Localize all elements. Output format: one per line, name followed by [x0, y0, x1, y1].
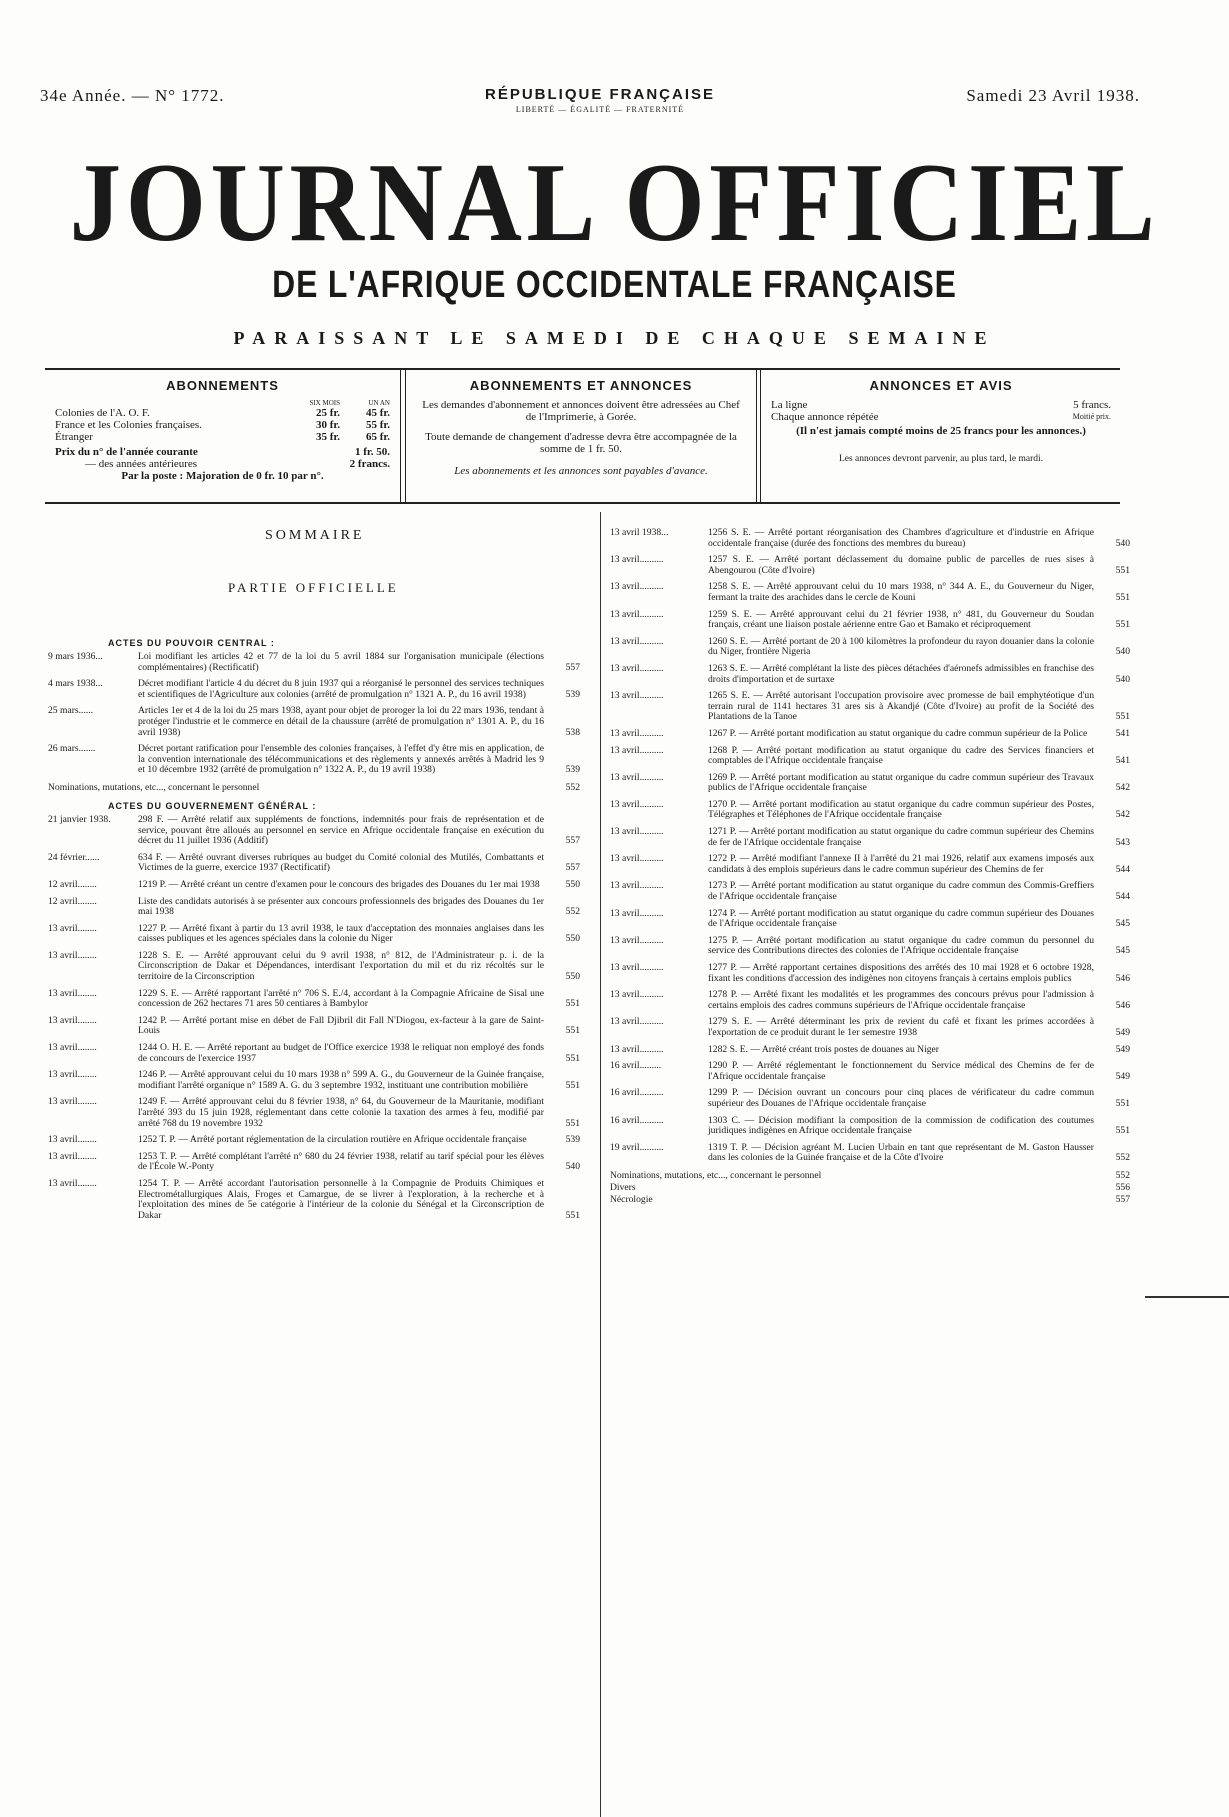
entry-text: 1269 P. — Arrêté portant modification au statut organique du cadre commun supérieur des Travaux publics de l'Afrique occidentale française: [708, 771, 1094, 794]
entry-date: 13 avril..........: [610, 881, 664, 892]
sommaire-entry: [610, 1143, 1130, 1164]
entry-date: 26 mars.......: [48, 744, 96, 755]
entry-page: 544: [1115, 891, 1130, 903]
price-row: [45, 419, 400, 431]
entry-text: 1265 S. E. — Arrêté autorisant l'occupation provisoire avec promesse de bail emphytéotique d'un terrain rural de 1141 hectares 31 ares sis à Akandjé (Côte d'Ivoire) au profit de la Société des Plantations de la Tanoe: [708, 690, 1094, 723]
avis-label: La ligne: [771, 399, 808, 411]
entry-page: 539: [565, 688, 580, 700]
sommaire-entry: [610, 729, 1130, 740]
entry-page: 552: [565, 906, 580, 918]
entry-text: Décret portant ratification pour l'ensemble des colonies françaises, à l'effet d'y être mis en application, de la convention internationale des télécommunications et des règlements y annexés arrêtés à Madrid les 9 et 10 décembre 1932 (arrêté de promulgation n° 1322 A. P., du 19 avril 1938): [138, 743, 544, 776]
box-abonnements: [45, 370, 401, 502]
entry-page: 541: [1115, 755, 1130, 767]
sommaire-column-right: [610, 528, 1130, 1206]
entry-page: 549: [1115, 1026, 1130, 1038]
entry-text: 1244 O. H. E. — Arrêté reportant au budget de l'Office exercice 1938 le reliquat non employé des fonds de concours de l'exercice 1937: [138, 1042, 544, 1064]
entry-text: 1259 S. E. — Arrêté approuvant celui du 21 février 1938, n° 481, du Gouverneur du Soudan français, créant une liaison postale aérienne entre Gao et Bamako et réciproquement: [708, 608, 1094, 631]
entry-text: 1258 S. E. — Arrêté approuvant celui du 10 mars 1938, n° 344 A. E., du Gouverneur du Niger, fermant la traite des arachides dans le cercle de Kouni: [708, 581, 1094, 603]
entry-page: 557: [565, 862, 580, 874]
entry-text: Loi modifiant les articles 42 et 77 de la loi du 5 avril 1884 sur l'organisation municipale (élections complémentaires) (Rectificatif): [138, 651, 544, 673]
entry-page: 549: [1115, 1043, 1130, 1055]
entry-page: 545: [1115, 918, 1130, 930]
sommaire-entry: [48, 1152, 580, 1173]
entry-text: 1246 P. — Arrêté approuvant celui du 10 mars 1938 n° 599 A. G., du Gouverneur de la Guinée française, modifiant l'arrêté organique n° 1589 A. G. du 3 septembre 1932, instituant une contribution mobilière: [138, 1069, 544, 1091]
poste-note: Par la poste : Majoration de 0 fr. 10 par n°.: [121, 470, 324, 482]
sommaire-entry: [610, 1088, 1130, 1109]
prix-value: 1 fr. 50.: [354, 446, 390, 458]
price-row: [45, 458, 400, 470]
column-divider: [600, 512, 601, 1817]
sommaire-entry: [610, 610, 1130, 631]
entry-date: 13 avril..........: [610, 609, 664, 620]
entry-date: 13 avril........: [48, 1070, 97, 1081]
republic-block: [450, 86, 750, 114]
entry-page: 540: [565, 1161, 580, 1173]
entry-text: Nominations, mutations, etc..., concernant le personnel: [48, 781, 260, 793]
entry-date: 13 avril..........: [610, 799, 664, 810]
entry-date: 25 mars......: [48, 706, 94, 717]
entry-date: 13 avril..........: [610, 990, 664, 1001]
entry-date: 13 avril..........: [610, 1017, 664, 1028]
entry-text: Articles 1er et 4 de la loi du 25 mars 1938, ayant pour objet de proroger la loi du 22 mars 1936, tendant à protéger l'industrie et le commerce en détail de la chaussure (arrêté de promulgation n° 1301 A. P., du 16 avril 1938): [138, 705, 544, 738]
year-issue: 34e Année. — N° 1772.: [40, 86, 225, 105]
entry-date: 13 avril..........: [610, 636, 664, 647]
subscription-boxes: [45, 368, 1120, 504]
entry-text: 1268 P. — Arrêté portant modification au statut organique du cadre des Services financiers et comptables de l'Afrique occidentale française: [708, 744, 1094, 767]
entry-text: 1277 P. — Arrêté rapportant certaines dispositions des arrêtés des 10 mai 1928 et 6 octobre 1928, fixant les conditions d'accession des indigènes non citoyens français à certains emplois publics: [708, 962, 1094, 984]
entry-date: 13 avril........: [48, 1135, 97, 1146]
masthead-title: JOURNAL OFFICIEL: [69, 141, 1160, 265]
sommaire-entry: [48, 679, 580, 700]
entry-page: 552: [1115, 1169, 1130, 1181]
col-six-mois: SIX MOIS: [309, 399, 340, 407]
entry-text: 1256 S. E. — Arrêté portant réorganisation des Chambres d'agriculture et d'industrie en Afrique occidentale française (durée des fonctions des membres du bureau): [708, 527, 1094, 549]
entry-text: 1249 F. — Arrêté approuvant celui du 8 février 1938, n° 64, du Gouverneur de la Mauritanie, modifiant l'arrêté 393 du 15 juin 1928, réglementant dans cette colonie la taxation des armes à feu, modifié par arrêté 768 du 19 novembre 1932: [138, 1096, 544, 1129]
entry-date: 13 avril..........: [610, 1044, 664, 1055]
entry-date: 13 avril..........: [610, 745, 664, 756]
entry-date: 13 avril..........: [610, 854, 664, 865]
price-row: [45, 407, 400, 419]
entry-page: 551: [1115, 711, 1130, 723]
entry-page: 540: [1115, 673, 1130, 685]
box-annonces-title: ABONNEMENTS ET ANNONCES: [469, 378, 693, 393]
entry-page: 538: [565, 726, 580, 738]
sommaire-entry: [48, 1016, 580, 1037]
entry-date: 12 avril........: [48, 896, 97, 907]
avis-label: Chaque annonce répétée: [771, 411, 879, 423]
entry-text: 1228 S. E. — Arrêté approuvant celui du 9 avril 1938, n° 812, de l'Administrateur p. i. de la Circonscription de Dakar et Dépendances, interdisant l'exportation du mil et du riz récoltés sur le territoire de la Circonscription: [138, 949, 544, 983]
price-label: France et les Colonies françaises.: [55, 419, 202, 431]
price-row: [45, 446, 400, 458]
entry-text: 1254 T. P. — Arrêté accordant l'autorisation personnelle à la Compagnie de Produits Chimiques et Electrométallurgiques Alais, Froges et Camargue, de se livrer à l'exploration, à la recherche et à l'exploitation des mines de 5e catégorie à l'intérieur de la colonie du Sénégal et la Circonscription de Dakar: [138, 1177, 544, 1221]
sommaire-entry: [48, 1135, 580, 1146]
entry-text: 1227 P. — Arrêté fixant à partir du 13 avril 1938, le taux d'acceptation des monnaies anglaises dans les caisses publiques et les agences spéciales dans la colonie du Niger: [138, 922, 544, 945]
entry-date: 19 avril..........: [610, 1142, 664, 1153]
entry-text: 1253 T. P. — Arrêté complétant l'arrêté n° 680 du 24 février 1938, relatif au tarif spécial pour les élèves de l'École W.-Ponty: [138, 1150, 544, 1173]
entry-page: 551: [1115, 591, 1130, 603]
entry-date: 16 avril.........: [610, 1061, 662, 1072]
sommaire-entry: [610, 1182, 1130, 1193]
sommaire-entry: [48, 1097, 580, 1129]
sommaire-entry: [610, 1116, 1130, 1137]
entry-text: 1303 C. — Décision modifiant la composition de la commission de codification des coutumes juridiques indigènes en Afrique occidentale française: [708, 1114, 1094, 1137]
sommaire-entry: [610, 1194, 1130, 1205]
entry-text: 634 F. — Arrêté ouvrant diverses rubriques au budget du Comité colonial des Mutilés, Combattants et Victimes de la guerre, exercice 1937 (Rectificatif): [138, 851, 544, 874]
entry-page: 557: [565, 835, 580, 847]
entry-date: 13 avril........: [48, 950, 97, 961]
entry-page: 551: [1115, 619, 1130, 631]
sommaire-entry: [610, 800, 1130, 821]
entry-text: 1274 P. — Arrêté portant modification au statut organique du cadre commun supérieur des Douanes de l'Afrique occidentale française: [708, 907, 1094, 930]
publication-frequency: PARAISSANT LE SAMEDI DE CHAQUE SEMAINE: [233, 328, 996, 348]
col-un-an: UN AN: [368, 399, 390, 407]
section-heading: ACTES DU POUVOIR CENTRAL :: [108, 638, 275, 648]
entry-text: 1219 P. — Arrêté créant un centre d'examen pour le concours des brigades des Douanes du 1er mai 1938: [138, 878, 540, 890]
entry-page: 556: [1115, 1181, 1130, 1193]
masthead-subtitle: DE L'AFRIQUE OCCIDENTALE FRANÇAISE: [272, 264, 957, 306]
entry-page: 551: [565, 1079, 580, 1091]
prix-value: 2 francs.: [349, 458, 390, 470]
margin-rule: [1145, 1296, 1229, 1298]
entry-text: 1270 P. — Arrêté portant modification au statut organique du cadre commun supérieur des Postes, Télégraphes et Téléphones de l'Afrique occidentale française: [708, 798, 1094, 821]
entry-date: 9 mars 1936...: [48, 652, 103, 662]
entry-date: 13 avril..........: [610, 908, 664, 919]
box-abonnements-title: ABONNEMENTS: [166, 378, 279, 393]
price-label: Étranger: [55, 431, 93, 443]
entry-page: 546: [1115, 999, 1130, 1011]
entry-text: 1319 T. P. — Décision agréant M. Lucien Urbain en tant que représentant de M. Gaston Hausser dans les colonies de la Guinée française et de la Côte d'Ivoire: [708, 1141, 1094, 1164]
price-six: 35 fr.: [315, 431, 340, 443]
sommaire-entry: [610, 909, 1130, 930]
entry-page: 550: [565, 933, 580, 945]
entry-page: 551: [1115, 1097, 1130, 1109]
sommaire-entry: [48, 989, 580, 1010]
sommaire-entry: [610, 936, 1130, 957]
sommaire-entry: [610, 1017, 1130, 1038]
entry-date: 13 avril..........: [610, 663, 664, 674]
prix-label: Prix du n° de l'année courante: [55, 446, 198, 458]
republic-label: RÉPUBLIQUE FRANÇAISE: [484, 86, 715, 103]
entry-date: 13 avril..........: [610, 555, 664, 566]
sommaire-title: SOMMAIRE: [265, 528, 365, 543]
entry-page: 542: [1115, 809, 1130, 821]
entry-date: 13 avril........: [48, 1015, 97, 1026]
sommaire-entry: [610, 963, 1130, 984]
entry-date: 21 janvier 1938.: [48, 814, 111, 825]
sommaire-entry: [610, 881, 1130, 902]
sommaire-entry: [48, 880, 580, 891]
entry-page: 539: [565, 1134, 580, 1146]
entry-text: Divers: [610, 1181, 636, 1193]
entry-text: 1273 P. — Arrêté portant modification au statut organique du cadre commun des Commis-Greffiers de l'Afrique occidentale française: [708, 880, 1094, 903]
entry-date: 13 avril..........: [610, 827, 664, 838]
annonces-text: Toute demande de changement d'adresse devra être accompagnée de la somme de 1 fr. 50.: [425, 431, 737, 455]
box-annonces: [405, 370, 757, 502]
entry-page: 551: [565, 998, 580, 1010]
entry-text: 1229 S. E. — Arrêté rapportant l'arrêté n° 706 S. E./4, accordant à la Compagnie Africaine de Sisal une concession de 262 hectares 71 ares 50 centiares à Bambylor: [138, 987, 544, 1010]
entry-date: 13 avril 1938...: [610, 528, 669, 538]
entry-date: 4 mars 1938...: [48, 679, 103, 690]
sommaire-entry: [610, 1061, 1130, 1082]
avis-line: [771, 399, 1111, 411]
entry-text: 1257 S. E. — Arrêté portant déclassement du domaine public de parcelles de rues sises à Abengourou (Côte d'Ivoire): [708, 554, 1094, 576]
entry-date: 16 avril..........: [610, 1115, 664, 1126]
sommaire-entry: [48, 815, 580, 847]
entry-text: Nécrologie: [610, 1193, 653, 1205]
devise: LIBERTÉ — ÉGALITÉ — FRATERNITÉ: [515, 105, 685, 114]
entry-date: 13 avril..........: [610, 582, 664, 593]
sommaire-entry: [610, 1170, 1130, 1181]
sommaire-entry: [610, 637, 1130, 658]
sommaire-entry: [48, 1179, 580, 1221]
sommaire-entry: [48, 951, 580, 983]
avis-line: [771, 411, 1111, 423]
entry-page: 542: [1115, 782, 1130, 794]
entry-text: 1252 T. P. — Arrêté portant réglementation de la circulation routière en Afrique occidentale française: [138, 1134, 527, 1146]
sommaire-entry: [610, 773, 1130, 794]
entry-text: 1299 P. — Décision ouvrant un concours pour cinq places de vérificateur du cadre commun supérieur des Douanes de l'Afrique occidentale française: [708, 1087, 1094, 1109]
entry-text: 1272 P. — Arrêté modifiant l'annexe II à l'arrêté du 21 mai 1926, relatif aux examens imposés aux candidats à des emplois supérieurs dans le cadre commun supérieur des Chemins de fer: [708, 853, 1094, 875]
entry-text: Nominations, mutations, etc..., concernant le personnel: [610, 1169, 822, 1181]
entry-date: 13 avril..........: [610, 935, 664, 946]
section-heading: ACTES DU GOUVERNEMENT GÉNÉRAL :: [108, 800, 317, 811]
entry-page: 539: [565, 764, 580, 776]
entry-text: 298 F. — Arrêté relatif aux suppléments de fonctions, indemnités pour frais de représentation et de service, pouvant être alloués au personnel en service en Afrique occidentale française en exécution du décret du 11 juillet 1936 (Additif): [138, 813, 544, 847]
sommaire-entry: [48, 1070, 580, 1091]
entry-date: 13 avril..........: [610, 772, 664, 783]
entry-text: 1271 P. — Arrêté portant modification au statut organique du cadre commun supérieur des Chemins de fer de l'Afrique occidentale française: [708, 826, 1094, 848]
entry-page: 541: [1115, 727, 1130, 739]
entry-page: 557: [1115, 1193, 1130, 1205]
sommaire-column-left: [48, 630, 580, 1227]
sommaire-entry: [610, 528, 1130, 549]
entry-page: 551: [1115, 1125, 1130, 1137]
entry-text: 1267 P. — Arrêté portant modification au statut organique du cadre commun supérieur de la Police: [708, 727, 1088, 739]
entry-date: 13 avril........: [48, 1178, 97, 1189]
entry-page: 557: [565, 661, 580, 673]
avis-note: (Il n'est jamais compté moins de 25 francs pour les annonces.): [796, 425, 1086, 437]
entry-text: 1260 S. E. — Arrêté portant de 20 à 100 kilomètres la profondeur du rayon douanier dans la colonie du Niger, frontière Nigeria: [708, 635, 1094, 658]
annonces-text: Les abonnements et les annonces sont payables d'avance.: [454, 465, 708, 477]
sommaire-entry: [610, 582, 1130, 603]
avis-value: Moitié prix.: [1072, 412, 1111, 421]
sommaire-entry: [48, 924, 580, 945]
sommaire-entry: [610, 990, 1130, 1011]
entry-date: 12 avril........: [48, 879, 97, 890]
box-avis: [760, 370, 1121, 502]
sommaire-entry: [48, 1043, 580, 1064]
entry-date: 16 avril..........: [610, 1088, 664, 1099]
prix-label: — des années antérieures: [85, 458, 198, 470]
entry-text: 1278 P. — Arrêté fixant les modalités et les programmes des concours prévus pour l'admission à certains emplois des cadres communs supérieurs de l'Afrique occidentale française: [708, 989, 1094, 1011]
price-six: 30 fr.: [315, 419, 340, 431]
avis-value: 5 francs.: [1073, 399, 1111, 411]
entry-date: 13 avril........: [48, 1043, 97, 1054]
entry-page: 550: [565, 878, 580, 890]
entry-page: 551: [565, 1209, 580, 1221]
entry-text: 1275 P. — Arrêté portant modification au statut organique du cadre commun du personnel du service des Contributions directes des colonies de l'Afrique occidentale française: [708, 934, 1094, 957]
entry-text: Liste des candidats autorisés à se présenter aux concours professionnels des brigades des Douanes du 1er mai 1938: [138, 895, 544, 918]
sommaire-entry: [48, 652, 580, 673]
entry-page: 551: [1115, 564, 1130, 576]
entry-text: 1242 P. — Arrêté portant mise en débet de Fall Djibril dit Fall N'Diogou, ex-facteur à la gare de Saint-Louis: [138, 1014, 544, 1037]
sommaire-entry: [48, 897, 580, 918]
entry-date: 13 avril........: [48, 988, 97, 999]
entry-date: 13 avril........: [48, 1097, 97, 1108]
entry-page: 540: [1115, 646, 1130, 658]
sommaire-entry: [610, 854, 1130, 875]
entry-page: 544: [1115, 863, 1130, 875]
sommaire-entry: [48, 706, 580, 738]
price-header: [45, 399, 400, 407]
entry-page: 551: [565, 1052, 580, 1064]
entry-page: 540: [1115, 537, 1130, 549]
entry-page: 552: [565, 781, 580, 793]
entry-text: 1290 P. — Arrêté réglementant le fonctionnement du Service médical des Chemins de fer de l'Afrique occidentale française: [708, 1060, 1094, 1082]
sommaire-entry: [610, 827, 1130, 848]
sommaire-entry: [610, 664, 1130, 685]
sommaire-entry: [48, 744, 580, 776]
sommaire-entry: [610, 746, 1130, 767]
entry-date: 13 avril..........: [610, 691, 664, 702]
entry-page: 546: [1115, 972, 1130, 984]
sommaire-entry: [610, 555, 1130, 576]
annonces-text: Les demandes d'abonnement et annonces doivent être adressées au Chef de l'Imprimerie, à Gorée.: [422, 399, 740, 423]
entry-page: 550: [565, 971, 580, 983]
issue-date: Samedi 23 Avril 1938.: [966, 86, 1140, 105]
entry-text: 1282 S. E. — Arrêté créant trois postes de douanes au Niger: [708, 1043, 939, 1055]
nominations-line: [48, 782, 580, 793]
partie-title: PARTIE OFFICIELLE: [228, 580, 399, 595]
price-label: Colonies de l'A. O. F.: [55, 407, 150, 419]
price-an: 45 fr.: [365, 407, 390, 419]
entry-text: 1279 S. E. — Arrêté déterminant les prix de revient du café et fixant les primes accordées à l'exportation de ce produit durant le 1er semestre 1938: [708, 1016, 1094, 1038]
entry-date: 24 février......: [48, 852, 100, 863]
price-six: 25 fr.: [315, 407, 340, 419]
entry-page: 549: [1115, 1070, 1130, 1082]
sommaire-entry: [610, 1045, 1130, 1056]
sommaire-entry: [610, 691, 1130, 723]
entry-text: 1263 S. E. — Arrêté complétant la liste des pièces détachées d'aéronefs admissibles en franchise des droits d'importation et de surtaxe: [708, 662, 1094, 685]
entry-date: 13 avril........: [48, 923, 97, 934]
entry-date: 13 avril..........: [610, 728, 664, 739]
box-avis-title: ANNONCES ET AVIS: [869, 378, 1013, 393]
entry-date: 13 avril..........: [610, 963, 664, 973]
entry-page: 543: [1115, 836, 1130, 848]
entry-page: 545: [1115, 945, 1130, 957]
price-an: 55 fr.: [365, 419, 390, 431]
sommaire-entry: [48, 853, 580, 874]
entry-page: 552: [1115, 1152, 1130, 1164]
price-row: [45, 431, 400, 443]
price-an: 65 fr.: [365, 431, 390, 443]
entry-page: 551: [565, 1025, 580, 1037]
entry-date: 13 avril........: [48, 1151, 97, 1162]
entry-page: 551: [565, 1117, 580, 1129]
avis-foot: Les annonces devront parvenir, au plus tard, le mardi.: [838, 454, 1044, 464]
entry-text: Décret modifiant l'article 4 du décret du 8 juin 1937 qui a réorganisé le personnel des services techniques et scientifiques de l'Agriculture aux colonies (arrêté de promulgation n° 1321 A. P., du 16 avril 1938): [138, 678, 544, 700]
top-line: [40, 86, 1140, 126]
